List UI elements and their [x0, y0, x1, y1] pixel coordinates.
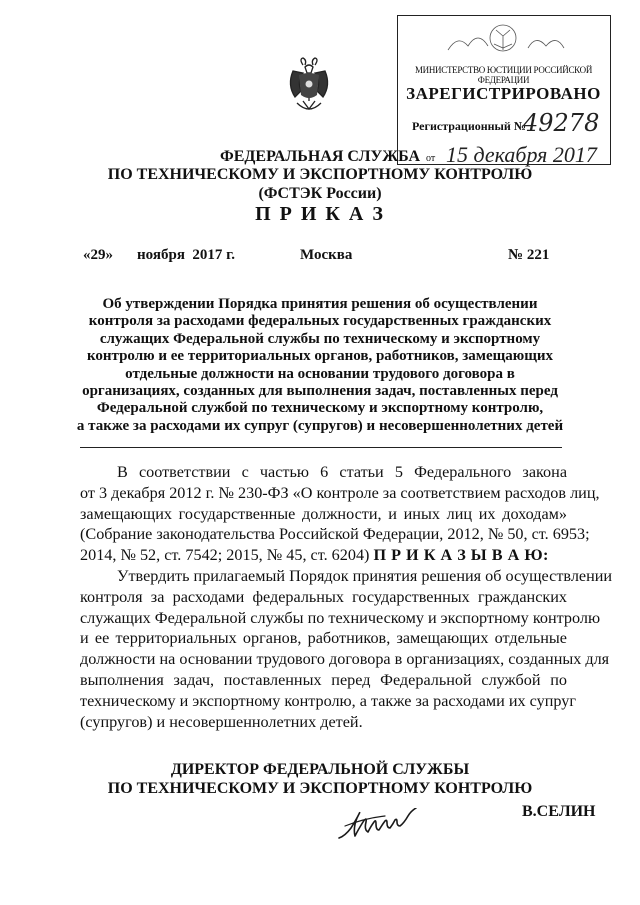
preamble-paragraph [80, 462, 600, 566]
order-date-month-year: ноября 2017 г. [137, 247, 236, 263]
order-command: П Р И К А З Ы В А Ю: [373, 546, 549, 565]
order-number: № 221 [508, 247, 550, 263]
agency-name-line1: ФЕДЕРАЛЬНАЯ СЛУЖБА [220, 148, 420, 165]
operative-line: выполнения задач, поставленных перед Федеральной службой по [80, 670, 567, 689]
operative-line: и ее территориальных органов, работников, замещающих отдельные [80, 629, 567, 648]
preamble-last-line [80, 545, 567, 566]
handwritten-signature [335, 808, 430, 844]
preamble-line: (Собрание законодательства Российской Федерации, 2012, № 50, ст. 6953; [80, 525, 590, 544]
operative-line: должности на основании трудового договора в организациях, созданных для [80, 650, 610, 669]
title-divider [80, 447, 562, 448]
order-date-day: «29» [83, 247, 113, 263]
stamp-reg-number-label: Регистрационный № [412, 119, 526, 133]
preamble-line: В соответствии с частью 6 статьи 5 Федерального закона [117, 463, 567, 481]
title-line: контролю и ее территориальных органов, работников, замещающих [86, 348, 554, 365]
stamp-ministry: МИНИСТЕРСТВО ЮСТИЦИИ РОССИЙСКОЙ ФЕДЕРАЦИИ [414, 65, 593, 85]
operative-line: Утвердить прилагаемый Порядок принятия решения об осуществлении [117, 567, 613, 585]
stamp-reg-number: 49278 [523, 109, 600, 137]
order-city: Москва [300, 247, 353, 263]
agency-abbreviation: (ФСТЭК России) [258, 185, 382, 202]
operative-paragraph [80, 566, 613, 732]
title-line: Федеральной службой по техническому и экспортному контролю, [96, 400, 544, 417]
operative-line: контроля за расходами федеральных государственных гражданских [80, 587, 567, 606]
stamp-date-label: от [426, 153, 436, 164]
order-title [0, 296, 640, 435]
title-line: контроля за расходами федеральных государственных гражданских [88, 313, 552, 330]
signatory-position-line1: ДИРЕКТОР ФЕДЕРАЛЬНОЙ СЛУЖБЫ [170, 761, 470, 778]
signatory-position-line2: ПО ТЕХНИЧЕСКОМУ И ЭКСПОРТНОМУ КОНТРОЛЮ [107, 780, 533, 797]
preamble-line: от 3 декабря 2012 г. № 230-ФЗ «О контроле за соответствием расходов лиц, [80, 483, 600, 502]
stamp-registered: ЗАРЕГИСТРИРОВАНО [406, 84, 601, 103]
title-line: отдельные должности на основании трудового договора в [125, 365, 515, 382]
title-line: служащих Федеральной службы по техническому и экспортному [99, 330, 541, 347]
agency-name-line2: ПО ТЕХНИЧЕСКОМУ И ЭКСПОРТНОМУ КОНТРОЛЮ [107, 166, 533, 183]
title-line: организациях, созданных для выполнения задач, поставленных перед [82, 383, 558, 400]
operative-line: (супругов) и несовершеннолетних детей. [80, 712, 363, 731]
operative-line: служащих Федеральной службы по техническому и экспортному контролю [80, 608, 601, 627]
document-type: П Р И К А З [255, 203, 385, 225]
registration-stamp [397, 15, 611, 165]
title-line: а также за расходами их супруг (супругов) и несовершеннолетних детей [76, 417, 564, 434]
title-line: Об утверждении Порядка принятия решения об осуществлении [102, 296, 538, 312]
coat-of-arms-emblem [285, 57, 333, 115]
stamp-eagle-emblem [408, 20, 598, 60]
stamp-date: 15 декабря 2017 [446, 142, 597, 167]
signatory-name: В.СЕЛИН [522, 803, 596, 820]
preamble-line: замещающих государственные должности, и иных лиц их доходам» [80, 504, 567, 523]
preamble-line: 2014, № 52, ст. 7542; 2015, № 45, ст. 6204) [80, 546, 370, 565]
operative-line: техническому и экспортному контролю, а также за расходами их супруг [80, 691, 576, 710]
